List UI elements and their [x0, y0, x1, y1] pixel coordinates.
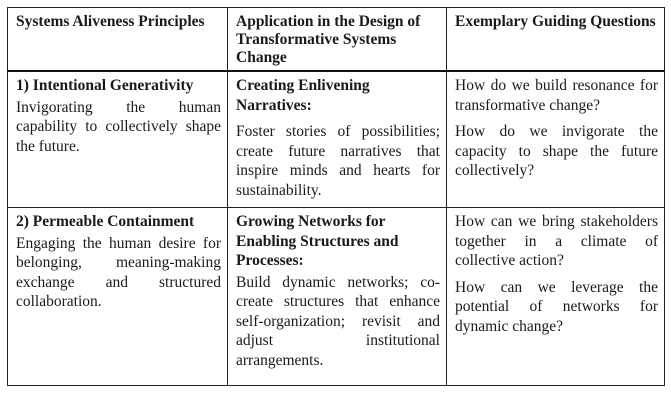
questions-cell	[447, 71, 665, 208]
application-cell	[228, 208, 447, 386]
principle-cell	[8, 208, 228, 386]
header-questions: Exemplary Guiding Questions	[447, 8, 665, 72]
application-description: Build dynamic networks; co-create structures that enhance self-organization; revisit and adjust institutional arrangements.	[236, 273, 440, 369]
guiding-question: How can we leverage the potential of networks for dynamic change?	[455, 278, 658, 335]
guiding-question: How do we invigorate the capacity to shape the future collectively?	[455, 123, 658, 179]
application-title: Creating Enlivening Narratives:	[236, 77, 370, 114]
application-cell	[228, 71, 447, 208]
principles-table	[7, 7, 665, 386]
principle-description: Engaging the human desire for belonging, meaning-making exchange and structured collaboration.	[16, 234, 221, 310]
table-row	[8, 71, 665, 208]
guiding-question: How can we bring stakeholders together in a climate of collective action?	[455, 213, 658, 269]
principle-title: 1) Intentional Generativity	[16, 77, 194, 94]
principle-title: 2) Permeable Containment	[16, 213, 195, 230]
application-description: Foster stories of possibilities; create future narratives that inspire minds and hearts for sustainability.	[236, 123, 440, 199]
header-principles: Systems Aliveness Principles	[8, 8, 228, 72]
guiding-question: How do we build resonance for transformative change?	[455, 77, 658, 114]
header-application: Application in the Design of Transformative Systems Change	[228, 8, 447, 72]
application-title: Growing Networks for Enabling Structures and Processes:	[236, 213, 399, 269]
table-row	[8, 208, 665, 386]
header-row	[8, 8, 665, 72]
principle-cell	[8, 71, 228, 208]
principle-description: Invigorating the human capability to collectively shape the future.	[16, 98, 221, 155]
questions-cell	[447, 208, 665, 386]
